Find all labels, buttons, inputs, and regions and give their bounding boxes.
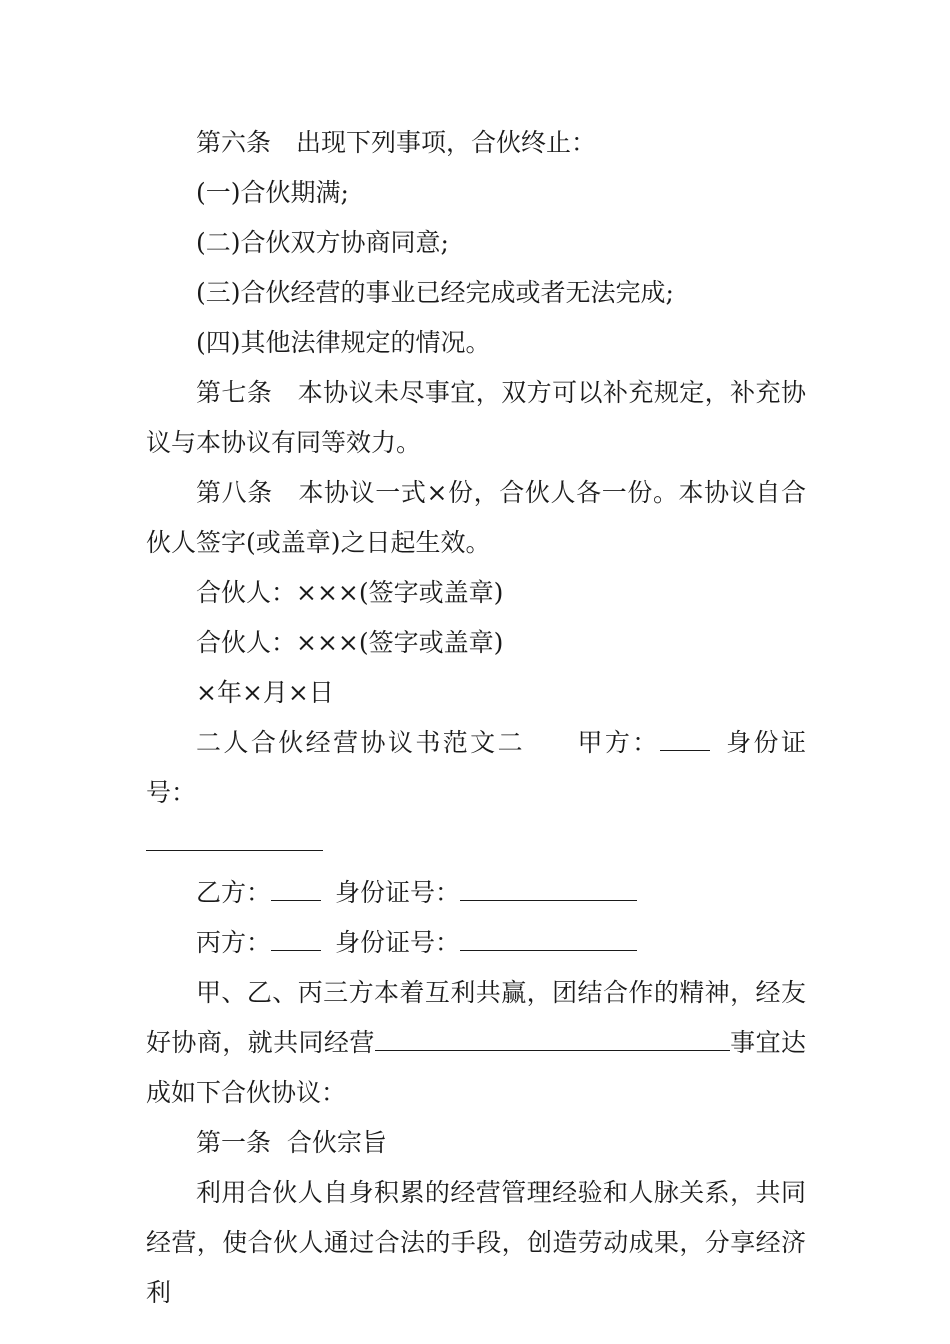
party-b-line [146, 868, 806, 918]
party-b-name-blank [271, 882, 321, 901]
article-1-body: 利用合伙人自身积累的经营管理经验和人脉关系，共同经营，使合伙人通过合法的手段，创造劳动成果，分享经济利 [146, 1178, 806, 1307]
party-b-id-label: 身份证号： [335, 878, 461, 907]
party-a-line [146, 718, 806, 868]
party-b-label: 乙方： [196, 878, 272, 907]
agreement-intro-part-1: 甲、乙、丙三方本着互利共赢，团结合作的精神，经友好协商，就共同经营 [146, 978, 806, 1057]
party-a-id-label: 身份证号： [146, 728, 806, 807]
agreement-intro-part-2: 事宜达成如下合伙协议： [146, 1028, 806, 1107]
party-c-name-blank [271, 932, 321, 951]
party-a-label: 甲方： [575, 728, 660, 757]
party-b-id-blank [460, 882, 637, 901]
clause-7: 第七条 本协议未尽事宜，双方可以补充规定，补充协议与本协议有同等效力。 [146, 378, 806, 457]
document-body [146, 118, 806, 1318]
signature-line-1: 合伙人：×××(签字或盖章) [196, 578, 504, 607]
party-a-id-blank [146, 832, 323, 851]
clause-6-item-2: (二)合伙双方协商同意; [196, 228, 449, 257]
party-c-id-label: 身份证号： [335, 928, 461, 957]
clause-6-item-3: (三)合伙经营的事业已经完成或者无法完成; [196, 278, 674, 307]
agreement-intro [146, 968, 806, 1118]
party-c-id-blank [460, 932, 637, 951]
clause-8: 第八条 本协议一式×份，合伙人各一份。本协议自合伙人签字(或盖章)之日起生效。 [146, 478, 806, 557]
article-1-heading: 第一条 合伙宗旨 [196, 1128, 387, 1157]
sample-2-title: 二人合伙经营协议书范文二 [196, 728, 526, 757]
clause-6-item-1: (一)合伙期满; [196, 178, 349, 207]
signature-date: ×年×月×日 [196, 678, 334, 707]
clause-6-item-4: (四)其他法律规定的情况。 [196, 328, 491, 357]
business-scope-blank [375, 1032, 730, 1051]
party-a-name-blank [660, 732, 710, 751]
clause-6-heading: 第六条 出现下列事项，合伙终止： [196, 128, 597, 157]
signature-line-2: 合伙人：×××(签字或盖章) [196, 628, 504, 657]
party-c-label: 丙方： [196, 928, 272, 957]
party-c-line [146, 918, 806, 968]
